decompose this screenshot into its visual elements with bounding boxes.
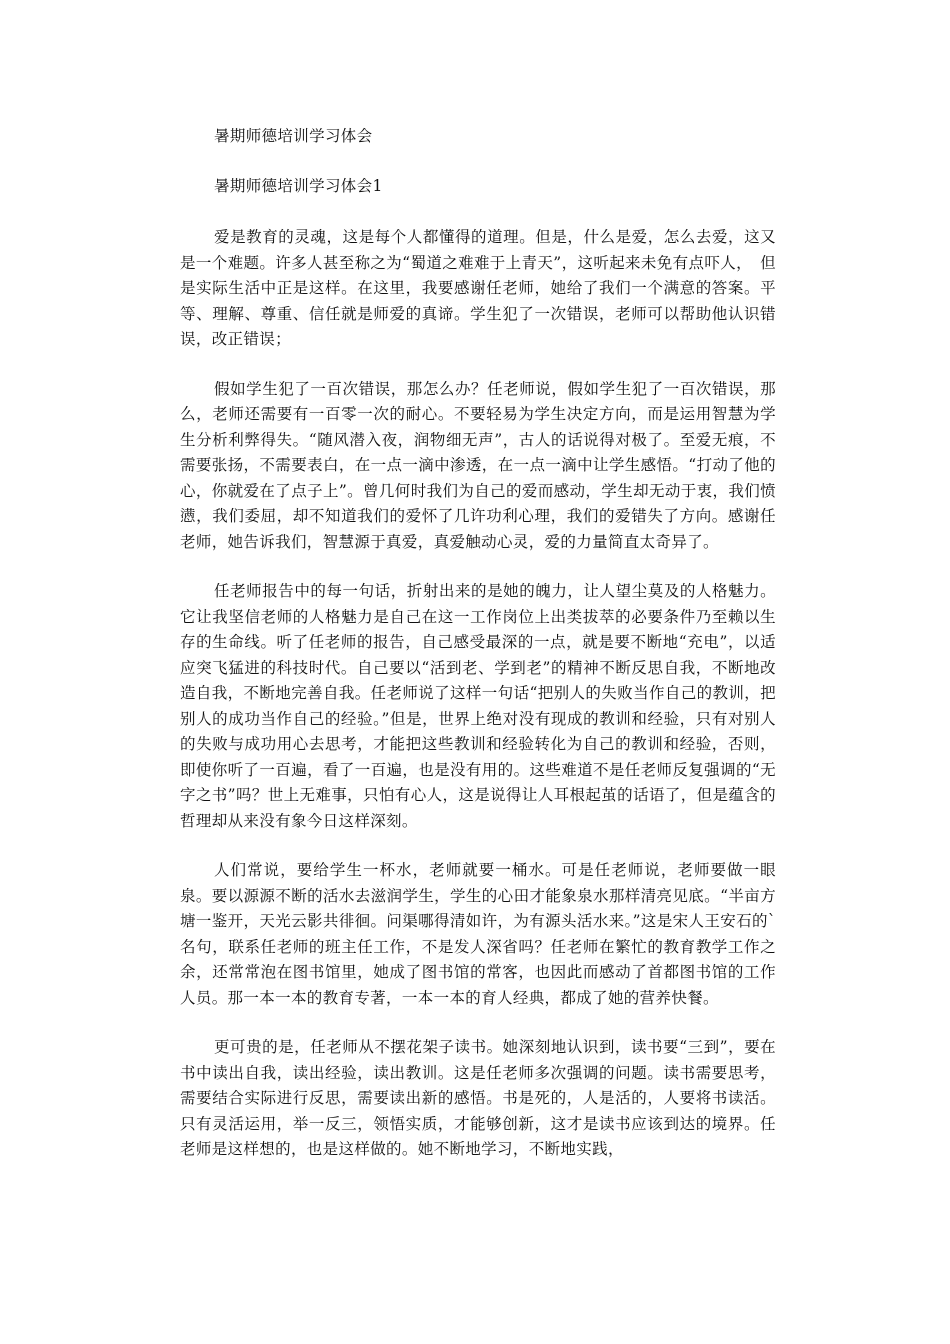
paragraph: 人们常说，要给学生一杯水，老师就要一桶水。可是任老师说，老师要做一眼泉。要以源源不断的活水去滋润学生，学生的心田才能象泉水那样清亮见底。“半亩方塘一鉴开，天光云影共徘徊。问渠哪得清如许，为有源头活水来。”这是宋人王安石的`名句，联系任老师的班主任工作，不是发人深省吗？任老师在繁忙的教育教学工作之余，还常常泡在图书馆里，她成了图书馆的常客，也因此而感动了首都图书馆的工作人员。那一本一本的教育专著，一本一本的育人经典，都成了她的营养快餐。 (180, 861, 776, 1007)
paragraph: 任老师报告中的每一句话，折射出来的是她的魄力，让人望尘莫及的人格魅力。它让我坚信老师的人格魅力是自己在这一工作岗位上出类拔萃的必要条件乃至赖以生存的生命线。听了任老师的报告，自己感受最深的一点，就是要不断地“充电”，以适应突飞猛进的科技时代。自己要以“活到老、学到老”的精神不断反思自我，不断地改造自我，不断地完善自我。任老师说了这样一句话“把别人的失败当作自己的教训，把别人的成功当作自己的经验。”但是，世界上绝对没有现成的教训和经验，只有对别人的失败与成功用心去思考，才能把这些教训和经验转化为自己的教训和经验，否则，即使你听了一百遍，看了一百遍，也是没有用的。这些难道不是任老师反复强调的“无字之书”吗？世上无难事，只怕有心人，这是说得让人耳根起茧的话语了，但是蕴含的哲理却从来没有象今日这样深刻。 (180, 582, 776, 830)
document-title: 暑期师德培训学习体会 (214, 127, 373, 145)
paragraph: 爱是教育的灵魂，这是每个人都懂得的道理。但是，什么是爱，怎么去爱，这又是一个难题。许多人甚至称之为“蜀道之难难于上青天”，这听起来未免有点吓人， 但是实际生活中正是这样。在这里，我要感谢任老师，她给了我们一个满意的答案。平等、理解、尊重、信任就是师爱的真谛。学生犯了一次错误，老师可以帮助他认识错误，改正错误； (180, 228, 776, 348)
document-body (180, 124, 776, 1163)
document-subtitle: 暑期师德培训学习体会1 (214, 176, 383, 195)
paragraph: 更可贵的是，任老师从不摆花架子读书。她深刻地认识到，读书要“三到”，要在书中读出自我，读出经验，读出教训。这是任老师多次强调的问题。读书需要思考，需要结合实际进行反思，需要读出新的感悟。书是死的，人是活的，人要将书读活。只有灵活运用，举一反三，领悟实质，才能够创新，这才是读书应该到达的境界。任老师是这样想的，也是这样做的。她不断地学习，不断地实践， (180, 1038, 776, 1158)
paragraph: 假如学生犯了一百次错误，那怎么办？任老师说，假如学生犯了一百次错误，那么，老师还需要有一百零一次的耐心。不要轻易为学生决定方向，而是运用智慧为学生分析利弊得失。“随风潜入夜，润物细无声”，古人的话说得对极了。至爱无痕，不需要张扬，不需要表白，在一点一滴中渗透，在一点一滴中让学生感悟。“打动了他的心，你就爱在了点子上”。曾几何时我们为自己的爱而感动，学生却无动于衷，我们愤懑，我们委屈，却不知道我们的爱怀了几许功利心理，我们的爱错失了方向。感谢任老师，她告诉我们，智慧源于真爱，真爱触动心灵，爱的力量简直太奇异了。 (180, 379, 776, 551)
